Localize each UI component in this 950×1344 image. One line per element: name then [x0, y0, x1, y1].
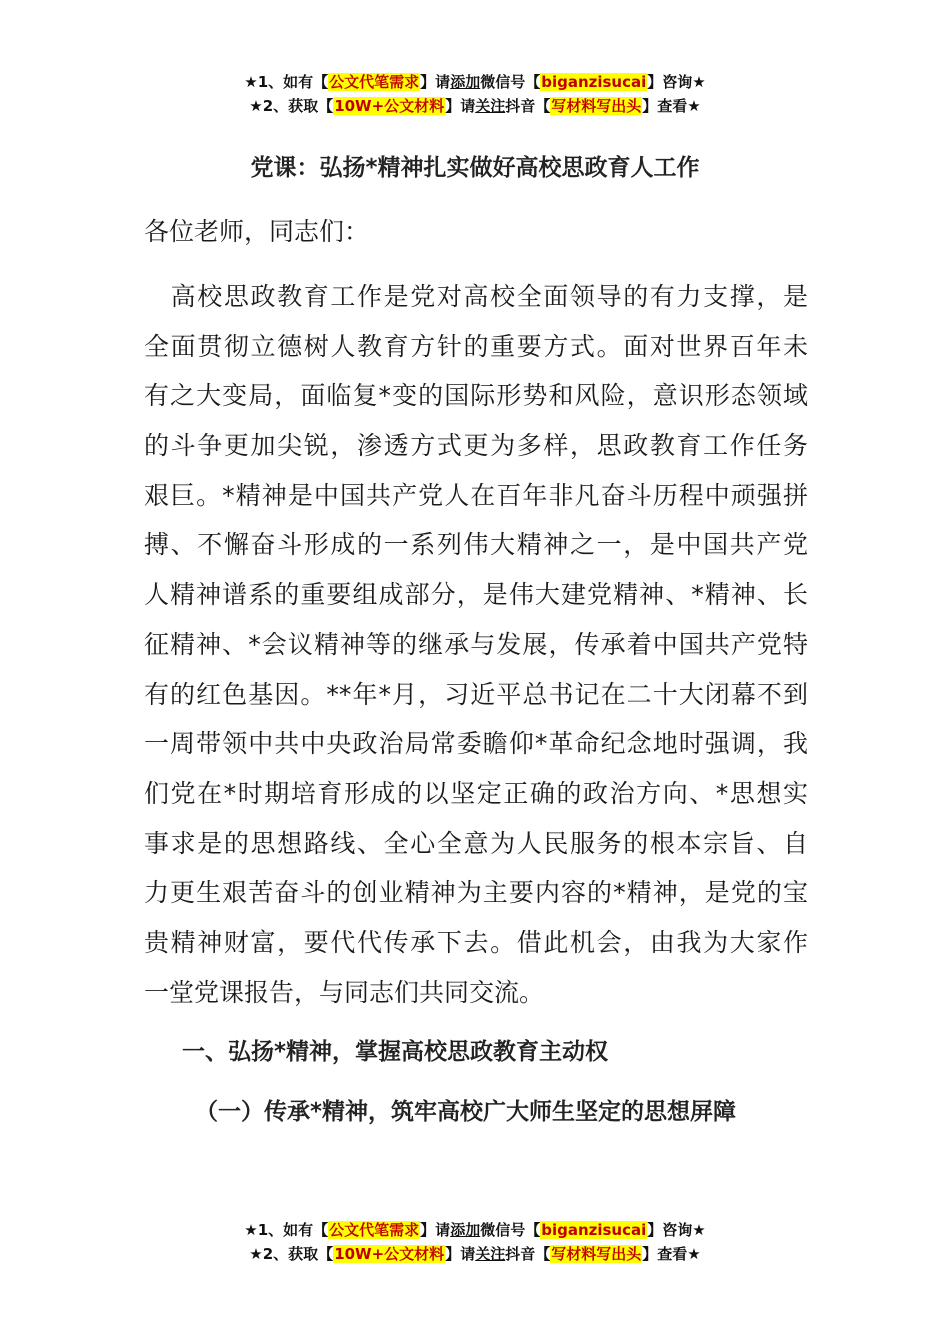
- banner-text: ★1、如有【: [244, 73, 329, 91]
- top-banner: [0, 70, 950, 118]
- body-paragraph: [144, 272, 808, 1017]
- banner-line-2: [0, 1242, 950, 1266]
- banner-text: 】请: [445, 1245, 476, 1263]
- emphasis-add: 添加: [450, 1221, 481, 1239]
- highlight-materials: 10W+公文材料: [334, 1245, 445, 1263]
- paragraph-line: 一堂党课报告，与同志们共同交流。: [144, 977, 545, 1007]
- highlight-materials: 10W+公文材料: [334, 97, 445, 115]
- banner-text: 抖音【: [505, 97, 551, 115]
- paragraph-line: 贵精神财富，要代代传承下去。借此机会，由我为大家作: [144, 927, 808, 957]
- emphasis-add: 添加: [450, 73, 481, 91]
- paragraph-line: 有之大变局，面临复*变的国际形势和风险，意识形态领域: [144, 381, 808, 411]
- banner-text: 】咨询★: [647, 1221, 706, 1239]
- banner-text: ★1、如有【: [244, 1221, 329, 1239]
- banner-text: ★2、获取【: [249, 1245, 334, 1263]
- banner-text: 】查看★: [642, 1245, 701, 1263]
- subsection-heading-1: （一）传承*精神，筑牢高校广大师生坚定的思想屏障: [195, 1099, 737, 1125]
- banner-text: 微信号【: [480, 1221, 541, 1239]
- highlight-ghostwriting: 公文代笔需求: [329, 73, 420, 91]
- greeting: 各位老师，同志们：: [144, 217, 370, 246]
- banner-text: 】咨询★: [647, 73, 706, 91]
- paragraph-line: 搏、不懈奋斗形成的一系列伟大精神之一，是中国共产党: [144, 530, 808, 560]
- banner-line-2: [0, 94, 950, 118]
- bottom-banner: [0, 1218, 950, 1266]
- banner-text: 微信号【: [480, 73, 541, 91]
- banner-line-1: [0, 70, 950, 94]
- section-heading-1: 一、弘扬*精神，掌握高校思政教育主动权: [182, 1039, 609, 1065]
- highlight-wechat-id: biganzisucai: [541, 73, 647, 91]
- banner-text: 】查看★: [642, 97, 701, 115]
- banner-text: 】请: [420, 73, 451, 91]
- banner-text: ★2、获取【: [249, 97, 334, 115]
- highlight-douyin-account: 写材料写出头: [551, 1245, 642, 1263]
- highlight-douyin-account: 写材料写出头: [551, 97, 642, 115]
- paragraph-line: 人精神谱系的重要组成部分，是伟大建党精神、*精神、长: [144, 580, 808, 610]
- highlight-wechat-id: biganzisucai: [541, 1221, 647, 1239]
- paragraph-line: 艰巨。*精神是中国共产党人在百年非凡奋斗历程中顽强拼: [144, 480, 808, 510]
- paragraph-line: 征精神、*会议精神等的继承与发展，传承着中国共产党特: [144, 629, 808, 659]
- document-title: 党课：弘扬*精神扎实做好高校思政育人工作: [250, 155, 700, 181]
- paragraph-line: 事求是的思想路线、全心全意为人民服务的根本宗旨、自: [144, 828, 808, 858]
- banner-line-1: [0, 1218, 950, 1242]
- paragraph-line: 们党在*时期培育形成的以坚定正确的政治方向、*思想实: [144, 778, 808, 808]
- banner-text: 】请: [445, 97, 476, 115]
- banner-text: 】请: [420, 1221, 451, 1239]
- paragraph-line: 的斗争更加尖锐，渗透方式更为多样，思政教育工作任务: [144, 431, 808, 461]
- paragraph-line: 力更生艰苦奋斗的创业精神为主要内容的*精神，是党的宝: [144, 878, 808, 908]
- highlight-ghostwriting: 公文代笔需求: [329, 1221, 420, 1239]
- paragraph-line: 一周带领中共中央政治局常委瞻仰*革命纪念地时强调，我: [144, 729, 808, 759]
- emphasis-follow: 关注: [475, 1245, 506, 1263]
- paragraph-line: 全面贯彻立德树人教育方针的重要方式。面对世界百年未: [144, 331, 808, 361]
- paragraph-line: 高校思政教育工作是党对高校全面领导的有力支撑，是: [144, 282, 808, 311]
- emphasis-follow: 关注: [475, 97, 506, 115]
- paragraph-line: 有的红色基因。**年*月，习近平总书记在二十大闭幕不到: [144, 679, 808, 709]
- banner-text: 抖音【: [505, 1245, 551, 1263]
